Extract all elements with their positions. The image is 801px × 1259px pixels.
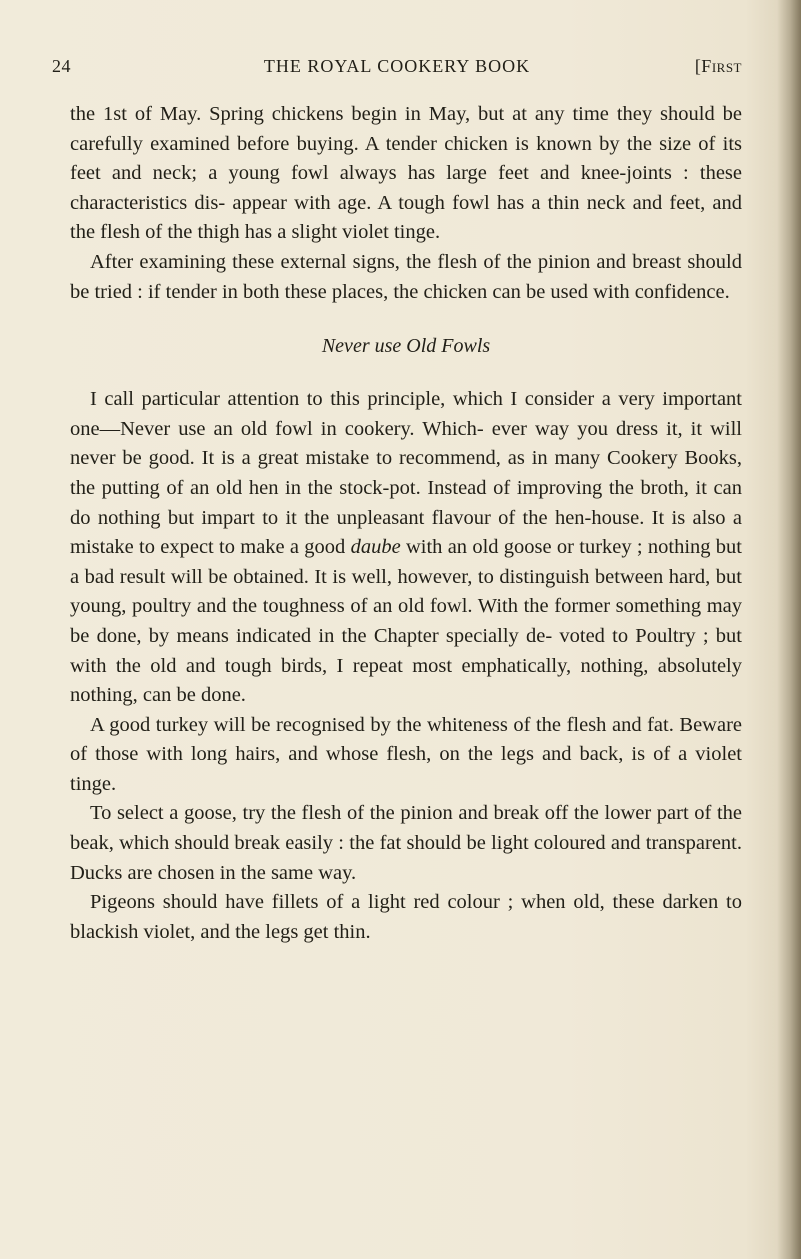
subheading: Never use Old Fowls — [321, 335, 491, 358]
paragraph-3-italic: daube — [350, 536, 401, 559]
paragraph-3 — [70, 385, 742, 711]
page-binding-shadow — [777, 0, 801, 1259]
paragraph-3-text-b: with an old goose or turkey ; nothing but a bad result will be obtained. It is well, however, to distinguish between hard, but young, poultry and the toughness of an old fowl. With the former something may be done, by means indicated in the Chapter specially de- voted to Poultry ; but with the old and tough birds, I repeat most emphatically, nothing, absolutely nothing, can be done. — [70, 536, 743, 707]
paragraph-5: To select a goose, try the flesh of the pinion and break off the lower part of the beak, which should break easily : the fat should be light coloured and transparent. Ducks are chosen in the same way. — [70, 802, 742, 884]
paragraph-4: A good turkey will be recognised by the whiteness of the flesh and fat. Beware of those with long hairs, and whose flesh, on the legs and back, is of a violet tinge. — [70, 713, 742, 795]
paragraph-1: the 1st of May. Spring chickens begin in May, but at any time they should be carefully examined before buying. A tender chicken is known by the size of its feet and neck; a young fowl always has large feet and knee-joints : these characteristics dis- appear with age. A tough fowl has a thin neck and feet, and the flesh of the thigh has a slight violet tinge. — [70, 103, 742, 244]
paragraph-2: After examining these external signs, the flesh of the pinion and breast should be tried : if tender in both these places, the chicken can be used with confidence. — [70, 250, 742, 303]
page-number: 24 — [52, 56, 71, 76]
body-text — [70, 100, 742, 947]
section-marker: [First — [694, 56, 742, 76]
paragraph-3-text-a: I call particular attention to this principle, which I consider a very important one—Never use an old fowl in cookery. Which- ever way you dress it, it will never be good. It is a great mistake to recommend, as in many Cookery Books, the putting of an old hen in the stock-pot. Instead of improving the broth, it can do nothing but impart to it the unpleasant flavour of the hen-house. It is also a mistake to expect to make a good — [70, 388, 742, 559]
running-head — [52, 56, 742, 86]
paragraph-6: Pigeons should have fillets of a light red colour ; when old, these darken to blackish violet, and the legs get thin. — [70, 891, 742, 943]
running-title: THE ROYAL COOKERY BOOK — [263, 56, 531, 76]
